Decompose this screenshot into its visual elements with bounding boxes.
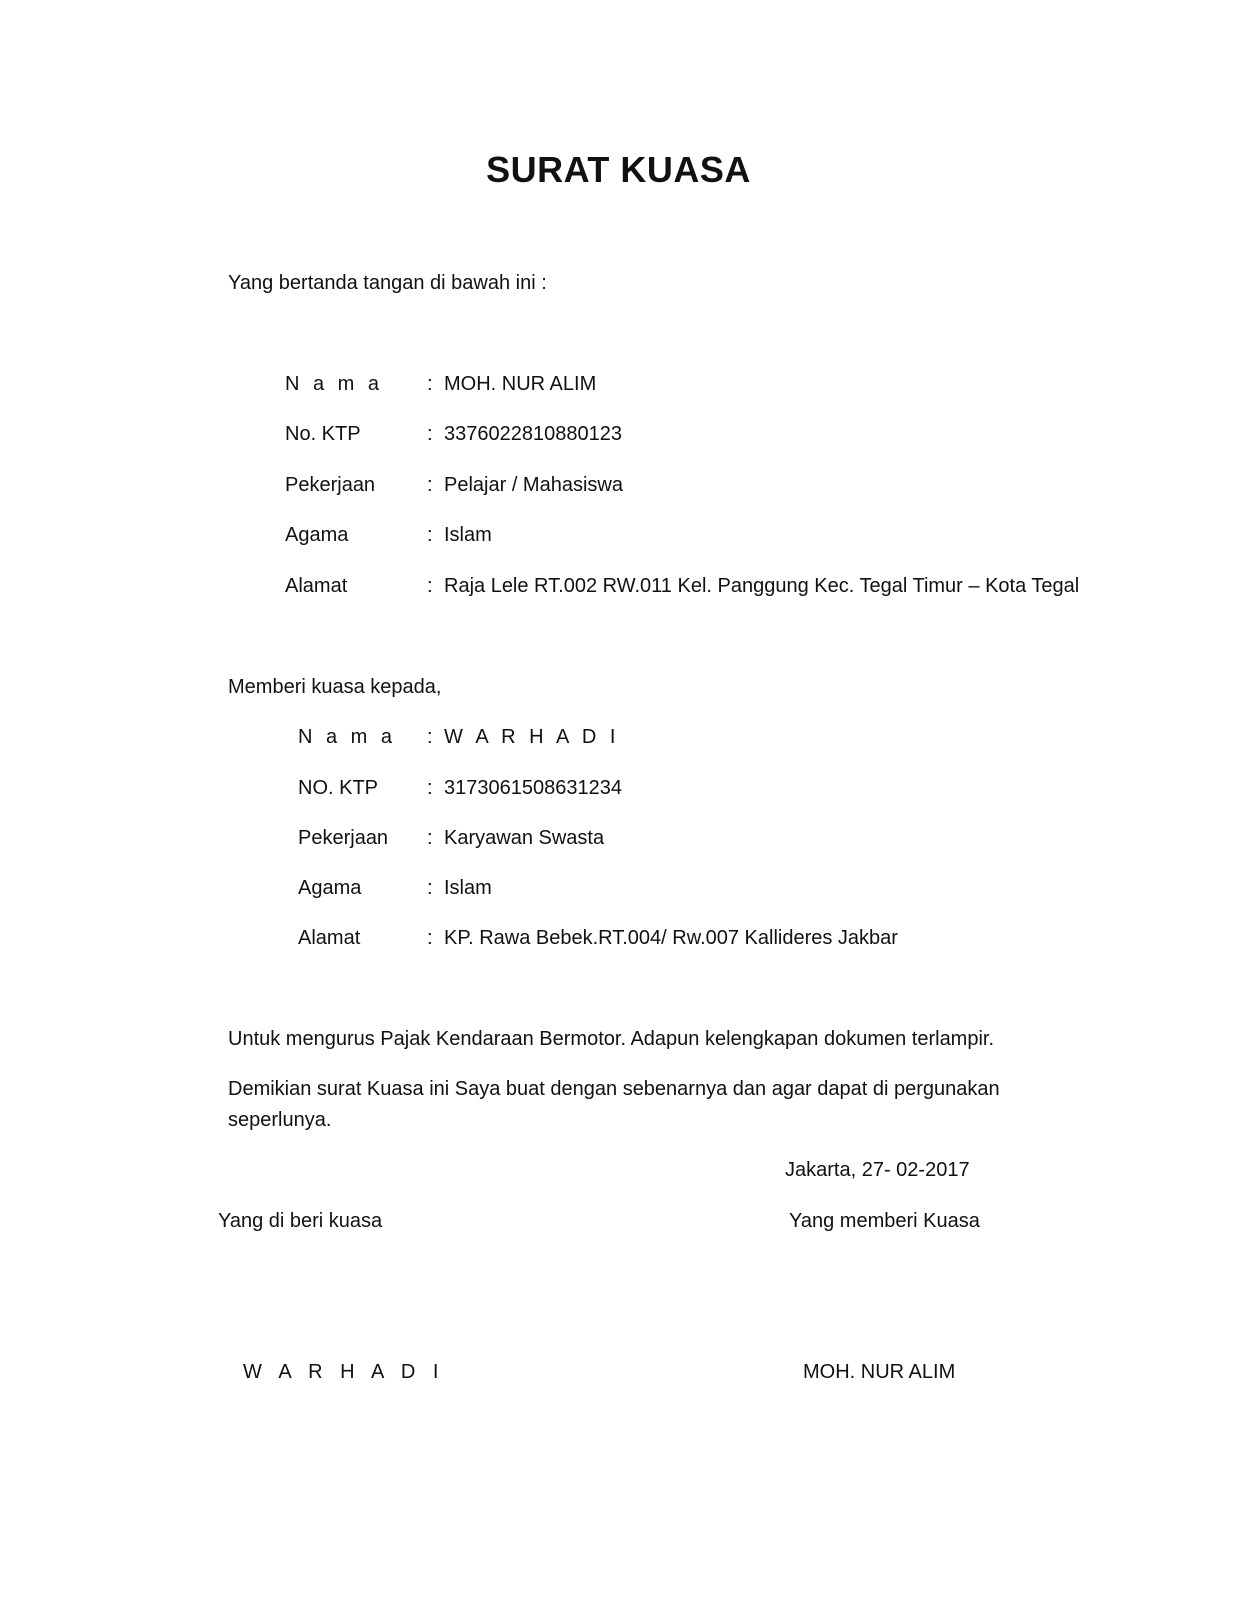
grantee-value: KP. Rawa Bebek.RT.004/ Rw.007 Kallideres Jakbar <box>444 927 898 949</box>
grantor-value: Pelajar / Mahasiswa <box>444 474 623 496</box>
grantor-row-job <box>0 472 1237 500</box>
colon: : <box>427 726 433 748</box>
grantee-value: 3173061508631234 <box>444 777 622 799</box>
grantee-value: Islam <box>444 877 492 899</box>
grantee-value: Karyawan Swasta <box>444 827 605 849</box>
grantee-row-address <box>0 925 1237 953</box>
intro-text: Yang bertanda tangan di bawah ini : <box>228 272 547 294</box>
signature-right-role: Yang memberi Kuasa <box>789 1210 980 1232</box>
grantor-row-name <box>0 371 1237 399</box>
signature-right-name: MOH. NUR ALIM <box>803 1361 956 1383</box>
grantee-row-name <box>0 724 1237 752</box>
grantee-label: Pekerjaan <box>298 827 389 849</box>
colon: : <box>427 827 433 849</box>
grantee-label: NO. KTP <box>298 777 379 799</box>
grantor-value: Raja Lele RT.002 RW.011 Kel. Panggung Kec. Tegal Timur – Kota Tegal <box>444 575 1080 597</box>
place-date: Jakarta, 27- 02-2017 <box>785 1159 970 1181</box>
grantor-row-religion <box>0 522 1237 550</box>
colon: : <box>427 423 433 445</box>
grantor-label: N a m a <box>285 373 384 395</box>
closing-line-2: seperlunya. <box>228 1109 332 1131</box>
grantee-row-job <box>0 825 1237 853</box>
grant-heading: Memberi kuasa kepada, <box>228 676 442 698</box>
colon: : <box>427 877 433 899</box>
grantee-label: N a m a <box>298 726 397 748</box>
colon: : <box>427 927 433 949</box>
grantee-label: Agama <box>298 877 362 899</box>
grantor-label: No. KTP <box>285 423 361 445</box>
grantor-label: Agama <box>285 524 349 546</box>
purpose-text: Untuk mengurus Pajak Kendaraan Bermotor. Adapun kelengkapan dokumen terlampir. <box>228 1028 995 1050</box>
grantor-label: Alamat <box>285 575 348 597</box>
document-title: SURAT KUASA <box>486 149 751 190</box>
colon: : <box>427 373 433 395</box>
grantor-value: Islam <box>444 524 492 546</box>
colon: : <box>427 777 433 799</box>
closing-line-1: Demikian surat Kuasa ini Saya buat dengan sebenarnya dan agar dapat di pergunakan <box>228 1078 1000 1100</box>
grantor-label: Pekerjaan <box>285 474 376 496</box>
colon: : <box>427 575 433 597</box>
grantor-value: 3376022810880123 <box>444 423 622 445</box>
grantee-value: W A R H A D I <box>444 726 620 748</box>
grantee-row-religion <box>0 875 1237 903</box>
signature-left-role: Yang di beri kuasa <box>218 1210 383 1232</box>
grantor-value: MOH. NUR ALIM <box>444 373 597 395</box>
grantee-row-ktp <box>0 775 1237 803</box>
grantee-label: Alamat <box>298 927 361 949</box>
grantor-row-ktp <box>0 421 1237 449</box>
signature-left-name: W A R H A D I <box>243 1361 445 1383</box>
grantor-row-address <box>0 573 1237 601</box>
colon: : <box>427 474 433 496</box>
colon: : <box>427 524 433 546</box>
